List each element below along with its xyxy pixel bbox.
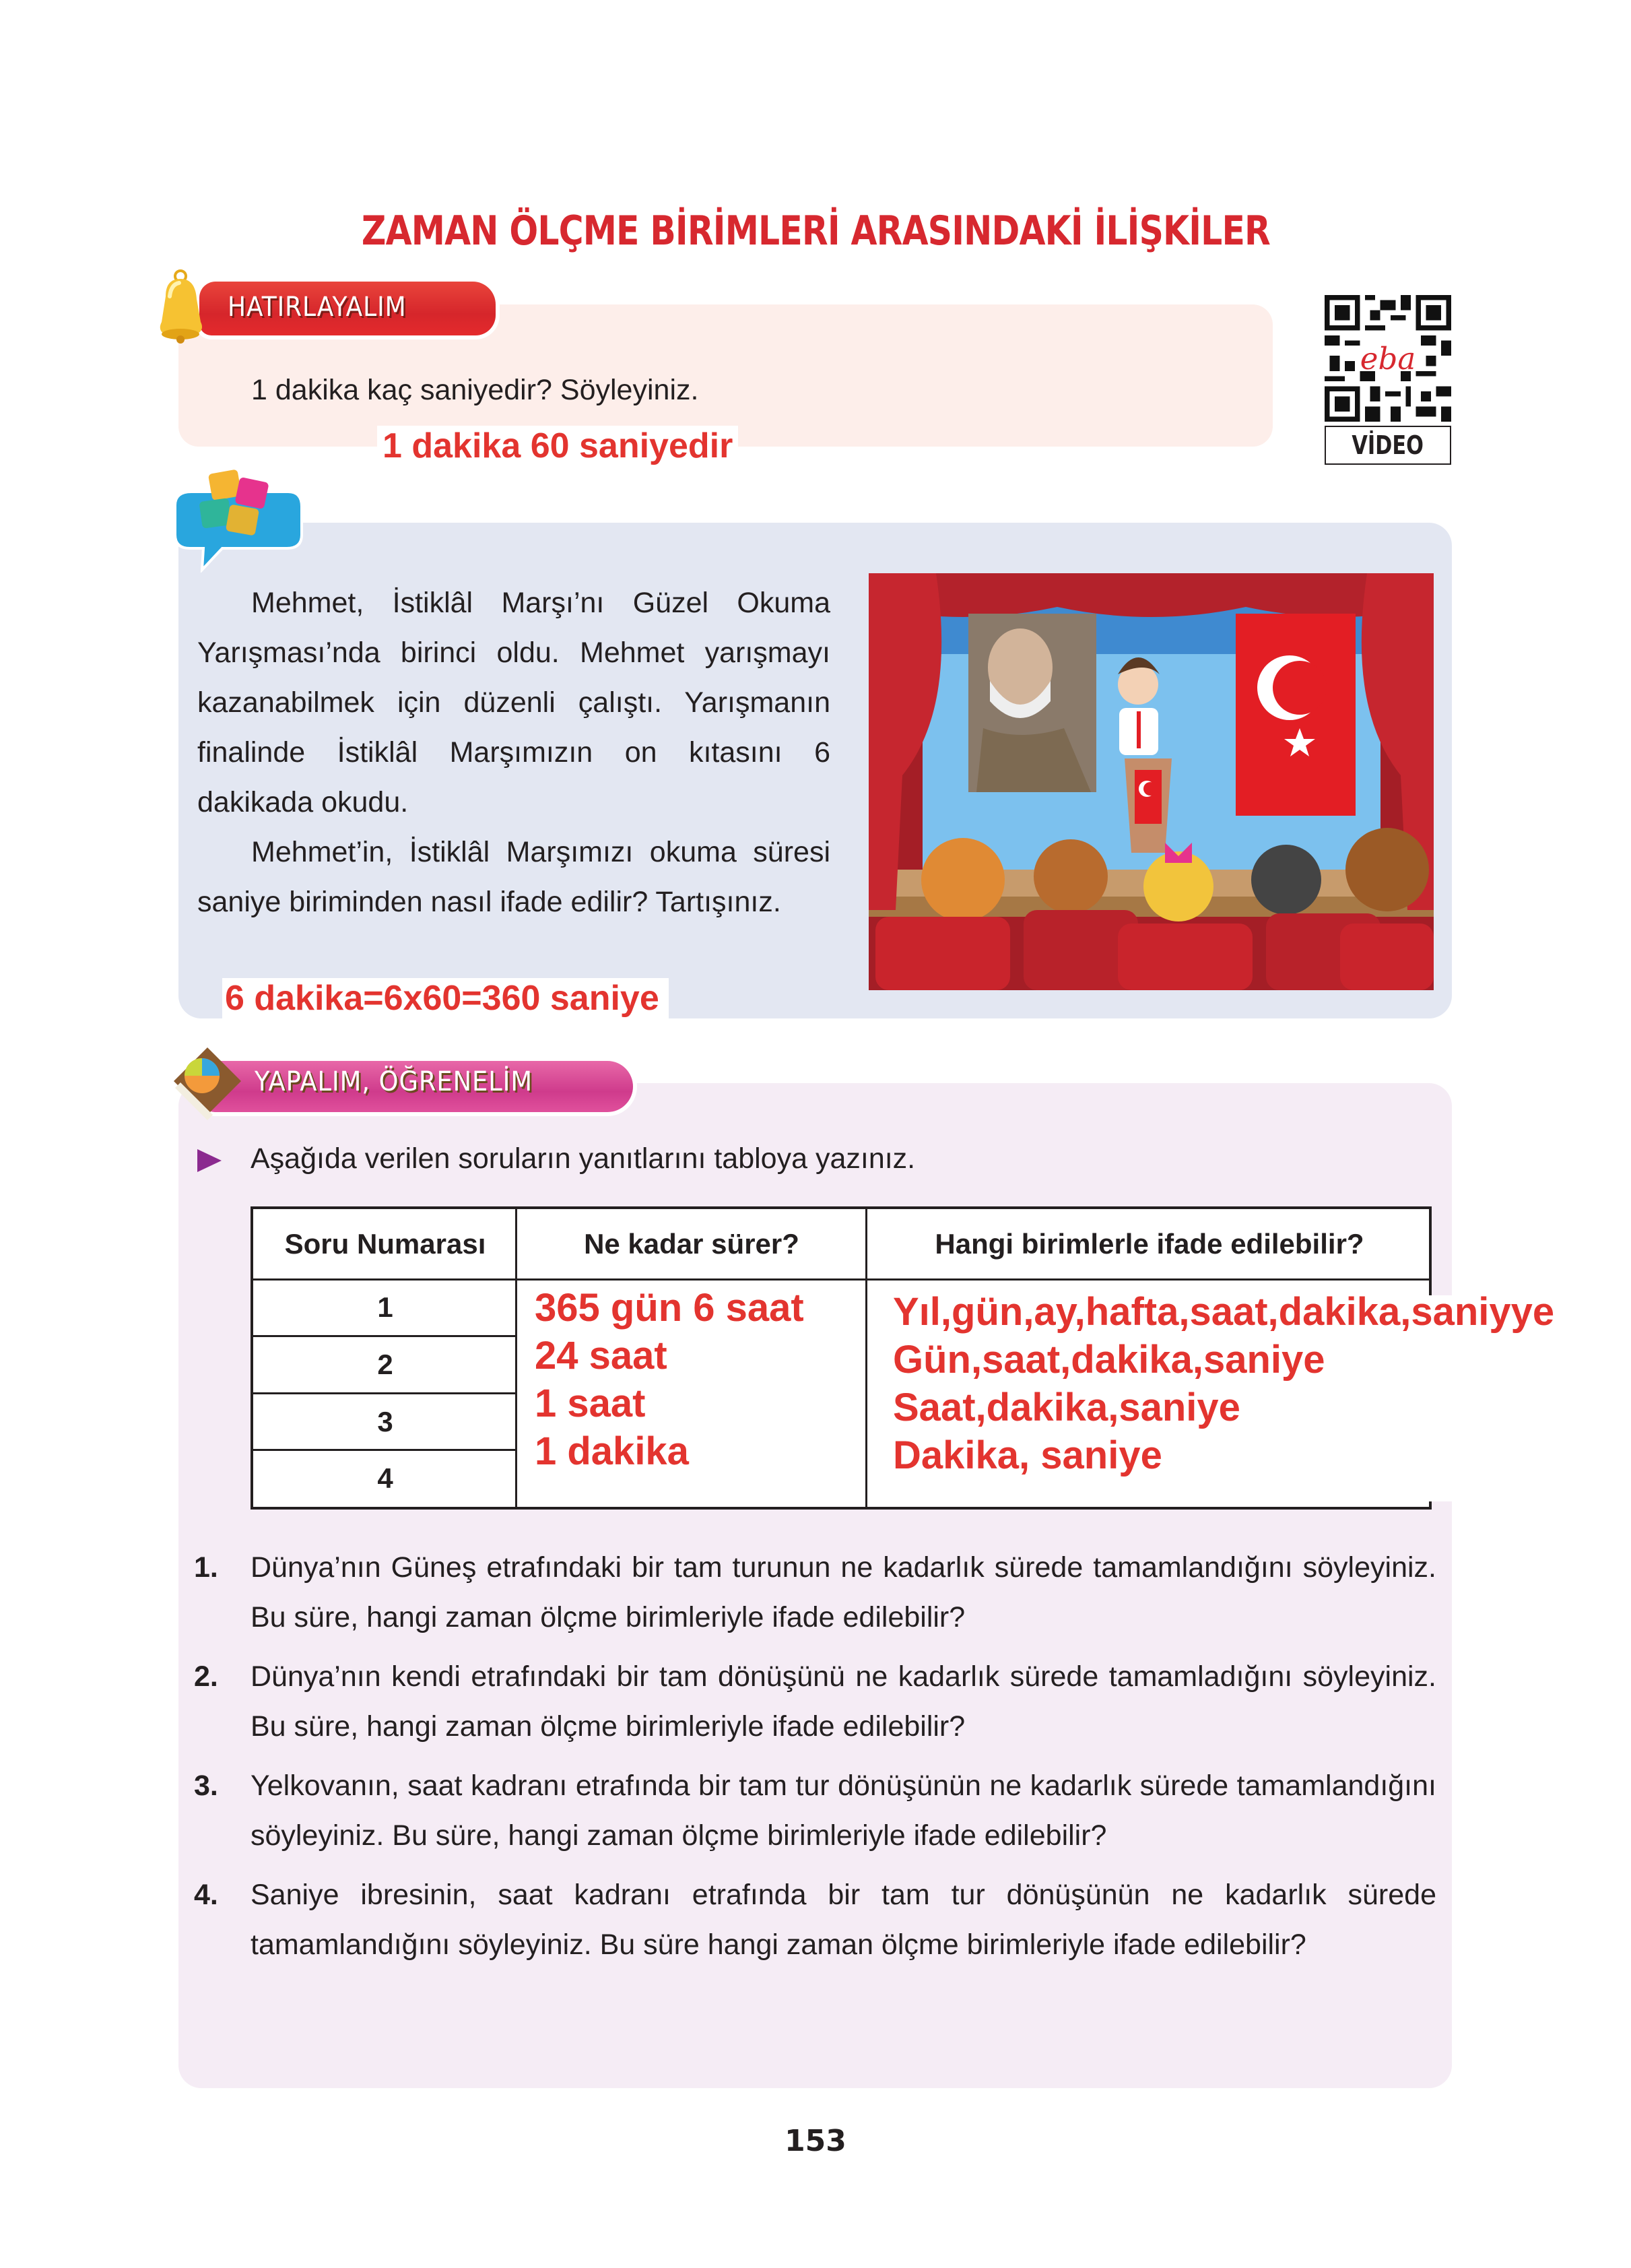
question-item <box>194 1870 1436 1970</box>
story-paragraph-2: Mehmet’in, İstiklâl Marşımızı okuma süresi saniye biriminden nasıl ifade edilir? Tartışınız. <box>197 836 830 918</box>
question-text: Dünya’nın Güneş etrafındaki bir tam turunun ne kadarlık sürede tamamlandığını söyleyiniz. Bu süre, hangi zaman ölçme birimleriyle ifade edilebilir? <box>251 1551 1436 1633</box>
book-chart-icon <box>160 1041 248 1128</box>
question-item <box>194 1652 1436 1751</box>
table-row-number: 4 <box>377 1462 393 1494</box>
question-number: 3. <box>194 1770 218 1802</box>
duration-answer: 1 saat <box>535 1382 646 1425</box>
bell-icon <box>156 269 210 344</box>
table-row-number: 1 <box>377 1291 393 1323</box>
svg-text:eba: eba <box>1360 340 1416 377</box>
recall-question: 1 dakika kaç saniyedir? Söyleyiniz. <box>251 374 699 406</box>
recall-badge-label: HATIRLAYALIM <box>228 292 407 323</box>
questions-list <box>194 1543 1436 1979</box>
qr-video-label: VİDEO <box>1352 430 1424 460</box>
question-number: 4. <box>194 1879 218 1911</box>
duration-answers <box>535 1284 804 1475</box>
story-handwritten-answer: 6 dakika=6x60=360 saniye <box>222 978 669 1018</box>
question-text: Saniye ibresinin, saat kadranı etrafında bir tam tur dönüşünün ne kadarlık sürede tamamlandığını söyleyiniz. Bu süre hangi zaman ölçme birimleriyle ifade edilebilir? <box>251 1879 1436 1961</box>
units-answer: Yıl,gün,ay,hafta,saat,dakika,saniyye <box>893 1290 1555 1334</box>
story-text <box>197 578 830 927</box>
question-item <box>194 1543 1436 1642</box>
units-answer: Gün,saat,dakika,saniye <box>893 1338 1325 1382</box>
qr-code-icon[interactable] <box>1325 295 1451 422</box>
units-answer: Saat,dakika,saniye <box>893 1386 1240 1429</box>
table-row-number: 3 <box>377 1406 393 1437</box>
arrow-right-icon <box>197 1149 222 1172</box>
page-title: ZAMAN ÖLÇME BİRİMLERİ ARASINDAKİ İLİŞKİLER <box>361 207 1271 255</box>
duration-answer: 365 gün 6 saat <box>535 1286 804 1330</box>
table-divider <box>253 1449 517 1451</box>
table-row-number: 2 <box>377 1349 393 1380</box>
question-number: 1. <box>194 1551 218 1584</box>
question-text: Yelkovanın, saat kadranı etrafında bir tam tur dönüşünün ne kadarlık sürede tamamlandığını söyleyiniz. Bu süre, hangi zaman ölçme birimleriyle ifade edilebilir? <box>251 1770 1436 1852</box>
question-number: 2. <box>194 1660 218 1693</box>
learn-badge-label: YAPALIM, ÖĞRENELİM <box>255 1066 533 1097</box>
table-header-question-number: Soru Numarası <box>284 1228 486 1260</box>
stage-illustration <box>869 573 1434 990</box>
table-header-duration: Ne kadar sürer? <box>584 1228 799 1260</box>
units-answer: Dakika, saniye <box>893 1433 1162 1477</box>
question-text: Dünya’nın kendi etrafındaki bir tam dönüşünü ne kadarlık sürede tamamladığını söyleyiniz. Bu süre, hangi zaman ölçme birimleriyle ifade edilebilir? <box>251 1660 1436 1743</box>
units-answers <box>893 1288 1591 1479</box>
question-item <box>194 1761 1436 1860</box>
puzzle-speech-bubble-icon <box>162 465 310 573</box>
duration-answer: 24 saat <box>535 1334 667 1378</box>
table-divider <box>253 1392 517 1394</box>
qr-video-box[interactable] <box>1325 426 1451 465</box>
story-paragraph-1: Mehmet, İstiklâl Marşı’nı Güzel Okuma Yarışması’nda birinci oldu. Mehmet yarışmayı kazanabilmek için düzenli çalıştı. Yarışmanın finalinde İstiklâl Marşımızın on kıtasını 6 dakikada okudu. <box>197 587 830 818</box>
page-number: 153 <box>785 2124 846 2158</box>
table-header-units: Hangi birimlerle ifade edilebilir? <box>935 1228 1364 1260</box>
instruction-text: Aşağıda verilen soruların yanıtlarını tabloya yazınız. <box>251 1142 916 1175</box>
recall-handwritten-answer: 1 dakika 60 saniyedir <box>377 426 738 466</box>
table-divider <box>253 1335 517 1337</box>
duration-answer: 1 dakika <box>535 1429 689 1473</box>
